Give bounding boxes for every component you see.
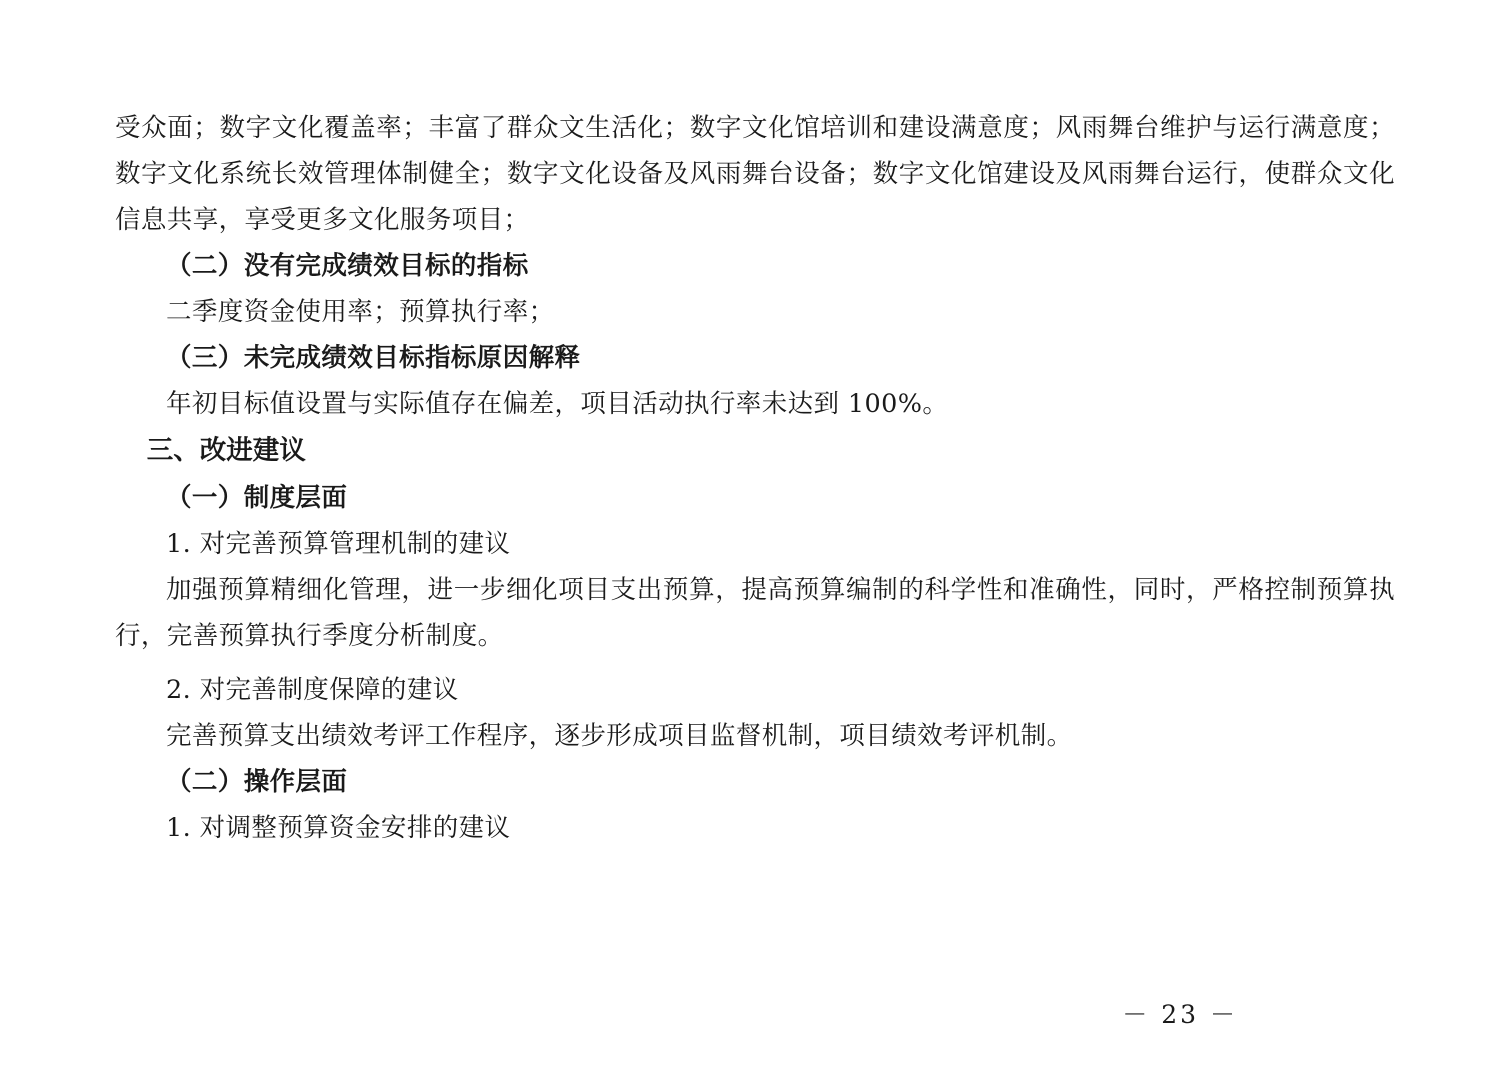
heading-unmet-targets: （二）没有完成绩效目标的指标 [166, 251, 529, 281]
paragraph-performance-indicators: 受众面；数字文化覆盖率；丰富了群众文生活化；数字文化馆培训和建设满意度；风雨舞台维护与运行满意度；数字文化系统长效管理体制健全；数字文化设备及风雨舞台设备；数字文化馆建设及风雨舞台运行，使群众文化信息共享，享受更多文化服务项目； [115, 113, 1395, 235]
paragraph-reason-explanation: 年初目标值设置与实际值存在偏差，项目活动执行率未达到 100%。 [166, 389, 949, 419]
paragraph-unmet-target-list: 二季度资金使用率；预算执行率； [166, 297, 555, 327]
page-number: － 23 － [1122, 1000, 1238, 1029]
heading-system-guarantee-suggestion: 2. 对完善制度保障的建议 [166, 675, 459, 705]
spacer [115, 659, 1395, 667]
heading-operational-level: （二）操作层面 [166, 767, 348, 797]
heading-reason-explanation: （三）未完成绩效目标指标原因解释 [166, 343, 581, 373]
heading-institutional-level: （一）制度层面 [166, 483, 348, 513]
paragraph-system-guarantee-detail: 完善预算支出绩效考评工作程序，逐步形成项目监督机制，项目绩效考评机制。 [166, 721, 1073, 751]
heading-improvement-suggestions: 三、改进建议 [146, 435, 306, 466]
paragraph-budget-management-detail: 加强预算精细化管理，进一步细化项目支出预算，提高预算编制的科学性和准确性，同时，严格控制预算执行，完善预算执行季度分析制度。 [115, 575, 1395, 651]
heading-budget-management-suggestion: 1. 对完善预算管理机制的建议 [166, 529, 511, 559]
heading-budget-adjustment-suggestion: 1. 对调整预算资金安排的建议 [166, 813, 511, 843]
